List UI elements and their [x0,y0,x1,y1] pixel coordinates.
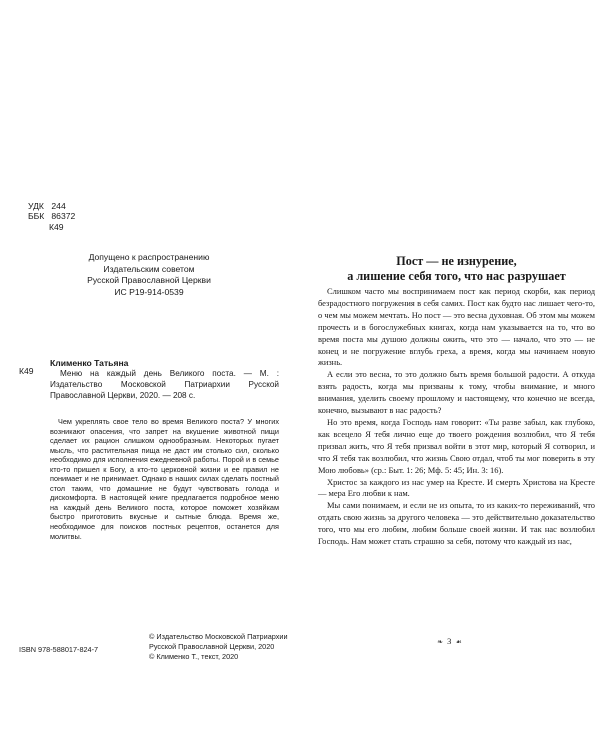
heading-line: а лишение себя того, что нас разрушает [347,269,566,283]
isbn: ISBN 978-588017-824-7 [19,645,99,654]
body-text [318,286,595,548]
chapter-heading [318,254,595,284]
udk-label: УДК [28,201,44,211]
right-page [300,0,600,750]
author-mark-side: К49 [19,366,34,376]
ornament-left-icon: ❧ [437,638,445,646]
bbk-label: ББК [28,211,45,222]
page-number-footer [300,636,600,646]
author-name: Клименко Татьяна [50,358,129,368]
author-mark: К49 [49,221,64,232]
heading-line: Пост — не изнурение, [396,254,517,268]
paragraph: Но это время, когда Господь нам говорит: «Ты разве забыл, как глубоко, как всецело Я тебя лично еще до твоего рождения возлюбил, что Я тебя призвал жить, что Я тебя призвал войти в этот мир, который Я сотворил, и что Я тебя так возлюбил, что жизнь Свою отдал, чтоб ты мог поверить в эту Мою любовь» (ср.: Быт. 1: 26; Мф. 5: 45; Ин. 3: 16). [318,416,595,475]
approval-line: ИС Р19-914-0539 [114,286,184,297]
udk-value: 244 [51,201,66,211]
paragraph: Слишком часто мы воспринимаем пост как период скорби, как период безрадостного погружения в себя самих. Пост как будто нас лишает чего-то, о чем мы можем мечтать. Но пост — это весна духовная. Об этом мы можем прочесть и в богослужебных книгах, когда нам указывается на то, что во время поста мы душою должны ожить, что это — начало, что это — не конец и не погружение вглубь греха, а время, когда мы начинаем новую жизнь. [318,286,595,368]
copyright-line: © Издательство Московской Патриархии Русской Православной Церкви, 2020 [149,632,288,651]
ornament-right-icon: ☙ [455,638,463,646]
bibliographic-description: Меню на каждый день Великого поста. — М. : Издательство Московской Патриархии Русской Православной Церкви, 2020. — 208 с. [50,369,279,400]
approval-line: Русской Православной Церкви [87,275,211,286]
udc-block [28,201,75,232]
approval-line: Издательским советом [103,263,195,274]
copyright-line: © Клименко Т., текст, 2020 [149,652,239,661]
approval-line: Допущено к распространению [88,252,210,262]
bbk-value: 86372 [51,211,76,222]
paragraph: Мы сами понимаем, и если не из опыта, то из каких-то переживаний, что отдать свою жизнь за другого человека — это действительно доказательство того, что мы его любим, любим больше своей жизни. И так нас возлюбил Господь. Нам может стать страшно за себя, потому что каждый из нас, [318,500,595,547]
paragraph: А если это весна, то это должно быть время большой радости. А откуда взять радость, когда мы призваны к тому, чтобы внимание, и много внимания, уделить своему прошлому и настоящему, что конечно не всегда, конечно, вызывают в нас радость? [318,369,595,416]
copyright-block [149,632,289,662]
annotation: Чем укреплять свое тело во время Великого поста? У многих возникают опасения, что запрет на вкушение животной пищи сделает их рацион слишком однообразным. Некоторых пугает мысль, что растительная пища не даст им столько сил, сколько необходимо для исполнения ежедневной работы. Порой и в семье кто-то пришел к Богу, а кто-то церковной жизни и ее правил не понимает и не принимает. Однако в наших силах сделать постный стол таким, что домашние не будут чувствовать голода и дискомфорта. В настоящей книге предлагается подробное меню на каждый день Великого поста, которое поможет хозяйкам быстро приготовить вкусные и сытные блюда. Время же, необходимое для поисков постных рецептов, останется для молитвы. [50,417,279,541]
page-number: 3 [447,636,453,646]
approval-block [70,252,228,298]
paragraph: Христос за каждого из нас умер на Кресте. И смерть Христова на Кресте — мера Его любви к нам. [318,476,595,499]
